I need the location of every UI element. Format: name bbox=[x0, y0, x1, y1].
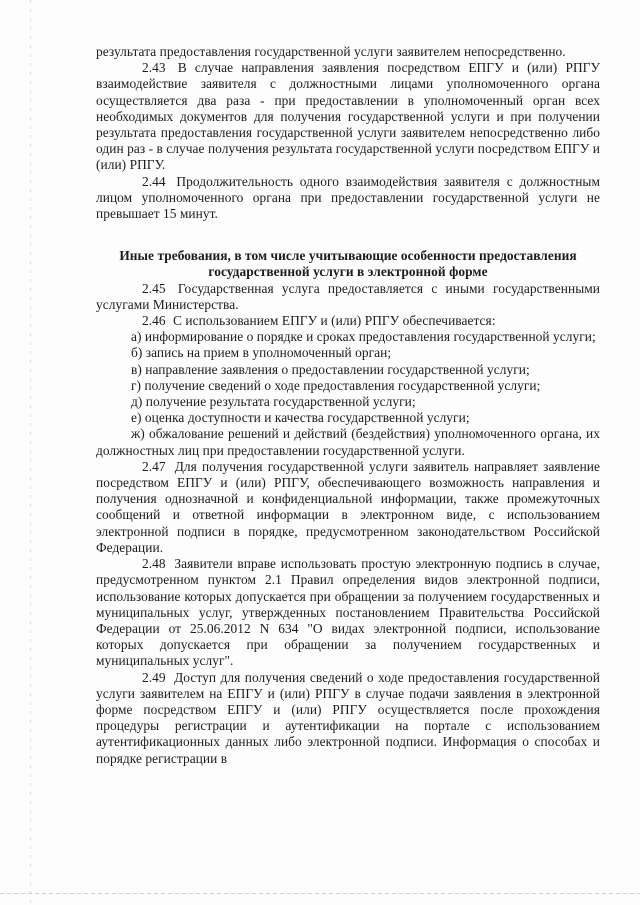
list-item: е) оценка доступности и качества государственной услуги; bbox=[131, 410, 470, 426]
list-item: д) получение результата государственной услуги; bbox=[131, 394, 416, 410]
list-item: в) направление заявления о предоставлении государственной услуги; bbox=[131, 361, 530, 377]
list-item: ж) обжалование решений и действий (бездействия) уполномоченного органа, их должностных лиц при предоставлении государственной услуги. bbox=[96, 426, 600, 458]
paragraph-text: Государственная услуга предоставляется с иными государственными услугами Министерства. bbox=[96, 280, 600, 312]
paragraph-2-42-continuation: результата предоставления государственной услуги заявителем непосредственно. bbox=[96, 44, 566, 59]
list-item: г) получение сведений о ходе предоставления государственной услуги; bbox=[131, 377, 541, 393]
paragraph-2-49 bbox=[96, 670, 600, 767]
paragraph-number: 2.43 bbox=[142, 60, 166, 76]
paragraph-text: Заявители вправе использовать простую электронную подпись в случае, предусмотренном пунктом 2.1 Правил определения видов электронной подписи, использование которых допускается при обращении за получением государственных и муниципальных услуг, утвержденных постановлением Правительства Российской Федерации от 25.06.2012 N 634 "О видах электронной подписи, использование которых допускается при обращении за получением государственных и муниципальных услуг". bbox=[96, 556, 601, 669]
paragraph-2-43 bbox=[96, 60, 600, 173]
paragraph-number: 2.44 bbox=[142, 173, 166, 189]
list-item: а) информирование о порядке и сроках предоставления государственной услуги; bbox=[131, 329, 596, 345]
paragraph-2-47 bbox=[96, 459, 600, 556]
paragraph-number: 2.45 bbox=[142, 280, 166, 296]
paragraph-2-46 bbox=[96, 313, 600, 329]
document-body bbox=[96, 44, 600, 767]
section-heading: Иные требования, в том числе учитывающие особенности предоставления государственной услуги в электронной форме bbox=[119, 248, 577, 280]
scan-edge-bottom bbox=[0, 893, 640, 894]
paragraph-number: 2.47 bbox=[142, 458, 166, 474]
paragraph-text: С использованием ЕПГУ и (или) РПГУ обеспечивается: bbox=[173, 313, 496, 329]
paragraph-text: Продолжительность одного взаимодействия заявителя с должностным лицом уполномоченного органа при предоставлении государственной услуги не превышает 15 минут. bbox=[96, 173, 600, 222]
paragraph-number: 2.46 bbox=[142, 313, 166, 329]
paragraph-number: 2.49 bbox=[142, 669, 166, 685]
scan-edge-left bbox=[30, 0, 31, 905]
paragraph-2-45 bbox=[96, 281, 600, 313]
paragraph-2-48 bbox=[96, 556, 600, 669]
paragraph-2-44 bbox=[96, 174, 600, 223]
paragraph-number: 2.48 bbox=[142, 556, 166, 572]
list-item: б) запись на прием в уполномоченный орган; bbox=[131, 345, 392, 361]
paragraph-text: Доступ для получения сведений о ходе предоставления государственной услуги заявителем на ЕПГУ и (или) РПГУ в случае подачи заявления в электронной форме посредством ЕПГУ и (или) РПГУ осуществляется после прохождения процедуры регистрации и аутентификации на портале с использованием аутентификационных данных либо электронной подписи. Информация о способах и порядке регистрации в bbox=[96, 669, 600, 766]
paragraph-text: В случае направления заявления посредством ЕПГУ и (или) РПГУ взаимодействие заявителя с должностными лицами уполномоченного органа осуществляется два раза - при предоставлении в уполномоченный орган всех необходимых документов для получения государственной услуги и при получении результата предоставления государственной услуги заявителем непосредственно либо один раз - в случае получения результата государственной услуги посредством ЕПГУ и (или) РПГУ. bbox=[96, 60, 600, 173]
paragraph-text: Для получения государственной услуги заявитель направляет заявление посредством ЕПГУ и (или) РПГУ, обеспечивающего возможность направления и получения однозначной и конфиденциальной информации, также промежуточных сообщений и ответной информации в электронном виде, с использованием электронной подписи в порядке, предусмотренном законодательством Российской Федерации. bbox=[96, 458, 600, 555]
